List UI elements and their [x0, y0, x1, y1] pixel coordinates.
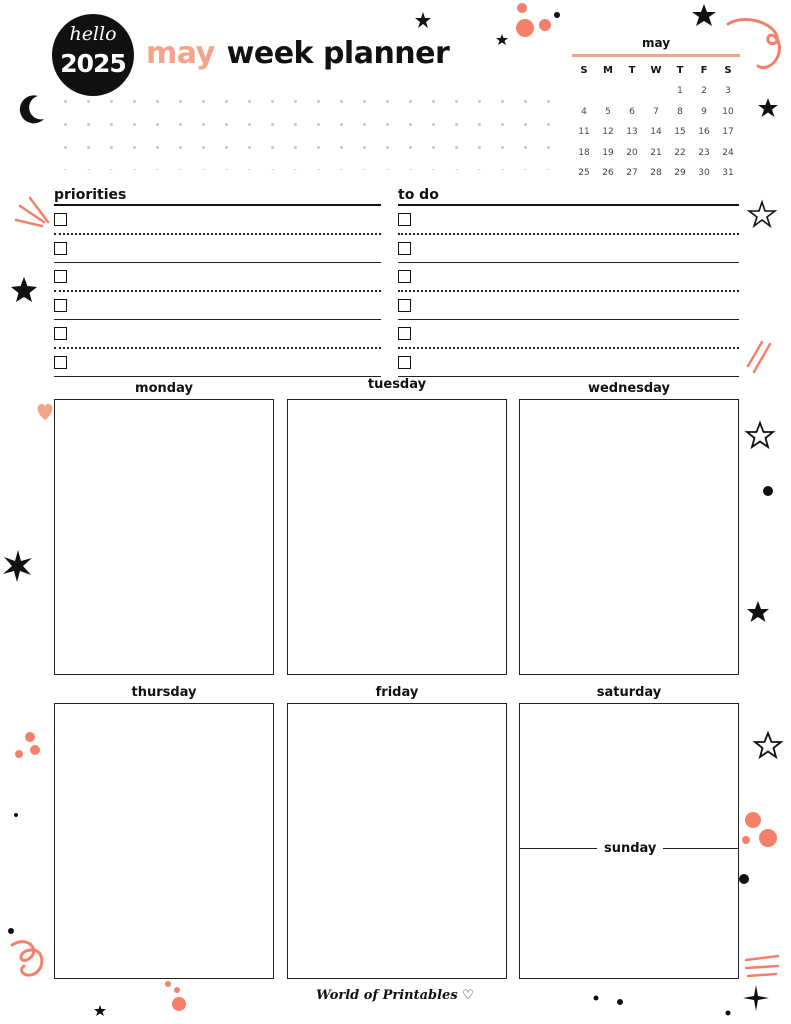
swirl-icon — [12, 942, 42, 975]
calendar-day: 22 — [674, 147, 686, 158]
calendar-day: 15 — [674, 127, 686, 137]
confetti-dot — [759, 829, 777, 847]
burst-lines-icon — [746, 956, 778, 976]
confetti-dot — [30, 745, 40, 755]
confetti-dot — [617, 999, 623, 1005]
swirl-icon — [728, 19, 779, 67]
priorities-heading: priorities — [54, 186, 381, 206]
calendar-day: 24 — [722, 147, 734, 158]
calendar-day: 26 — [602, 168, 614, 178]
heart-outline-icon: ♡ — [462, 988, 474, 1003]
star-icon — [758, 98, 778, 117]
calendar-day: 23 — [698, 147, 710, 158]
weekday-label: W — [650, 65, 662, 76]
weekday-label: T — [676, 65, 684, 76]
calendar-day: 3 — [725, 86, 731, 96]
confetti-dot — [742, 836, 750, 844]
day-label-friday: friday — [375, 685, 419, 700]
calendar-day: 8 — [677, 106, 683, 117]
burst-lines-icon — [748, 342, 770, 372]
weekday-label: S — [580, 65, 588, 76]
day-label-monday: monday — [135, 381, 193, 396]
logo-text-year: 2025 — [60, 49, 126, 78]
outline-star-icon — [755, 733, 781, 757]
weekday-label: T — [628, 65, 636, 76]
calendar-day: 19 — [602, 147, 614, 158]
todo-heading: to do — [398, 186, 739, 206]
calendar-day: 31 — [722, 168, 734, 178]
calendar-day: 25 — [578, 168, 590, 178]
calendar-day: 6 — [629, 106, 635, 117]
confetti-dot — [8, 928, 14, 934]
confetti-dot — [739, 874, 749, 884]
calendar-day: 21 — [650, 147, 662, 158]
day-label-wednesday: wednesday — [587, 381, 671, 396]
title-text: week planner — [226, 36, 450, 71]
confetti-dot — [763, 486, 773, 496]
confetti-dot — [14, 813, 18, 817]
crescent-moon-icon — [20, 95, 44, 123]
calendar-day: 28 — [650, 168, 662, 178]
star-icon — [94, 1005, 106, 1016]
calendar-day: 17 — [722, 127, 734, 137]
calendar-day: 10 — [722, 106, 734, 117]
confetti-dot — [516, 19, 534, 37]
star-icon — [11, 277, 37, 302]
calendar-day: 13 — [626, 127, 638, 137]
star-icon — [496, 34, 508, 45]
logo-text-hello: hello — [69, 23, 117, 45]
calendar-day: 14 — [650, 127, 662, 137]
star-icon — [692, 4, 716, 26]
day-label-saturday: saturday — [596, 685, 662, 700]
calendar-day: 12 — [602, 127, 614, 137]
outline-star-icon — [749, 202, 775, 226]
burst-lines-icon — [16, 198, 48, 226]
calendar-day: 20 — [626, 147, 638, 158]
sparkle-star-icon — [3, 550, 32, 582]
calendar-day: 7 — [653, 106, 659, 117]
confetti-dot — [554, 12, 560, 18]
calendar-day: 18 — [578, 147, 590, 158]
confetti-dot — [745, 812, 761, 828]
calendar-day: 30 — [698, 168, 710, 178]
calendar-day: 11 — [578, 127, 590, 137]
title-month: may — [146, 36, 215, 71]
confetti-dot — [517, 3, 527, 13]
calendar-day: 2 — [701, 86, 707, 96]
outline-star-icon — [747, 423, 773, 447]
confetti-dot — [174, 987, 180, 993]
star-icon — [415, 12, 431, 28]
weekday-label: S — [724, 65, 732, 76]
calendar-day: 5 — [605, 106, 611, 117]
calendar-day: 16 — [698, 127, 710, 137]
calendar-day: 9 — [701, 106, 707, 117]
calendar-month-label: may — [641, 36, 671, 50]
confetti-dot — [539, 19, 551, 31]
heart-icon — [38, 404, 53, 420]
confetti-dot — [165, 981, 171, 987]
calendar-day: 29 — [674, 168, 686, 178]
calendar-day: 1 — [677, 86, 683, 96]
calendar-day: 27 — [626, 168, 638, 178]
day-label-sunday: sunday — [597, 840, 663, 858]
weekday-label: M — [603, 65, 613, 76]
calendar-day: 4 — [581, 106, 587, 117]
brand-name: World of Printables — [316, 988, 458, 1003]
day-label-tuesday: tuesday — [367, 377, 427, 392]
confetti-dot — [172, 997, 186, 1011]
confetti-dot — [15, 750, 23, 758]
sparkle-icon — [743, 985, 769, 1011]
star-icon — [747, 601, 769, 622]
confetti-dot — [726, 1011, 731, 1016]
confetti-dot — [594, 996, 599, 1001]
weekday-label: F — [700, 65, 708, 76]
confetti-dot — [25, 732, 35, 742]
day-label-thursday: thursday — [131, 685, 197, 700]
